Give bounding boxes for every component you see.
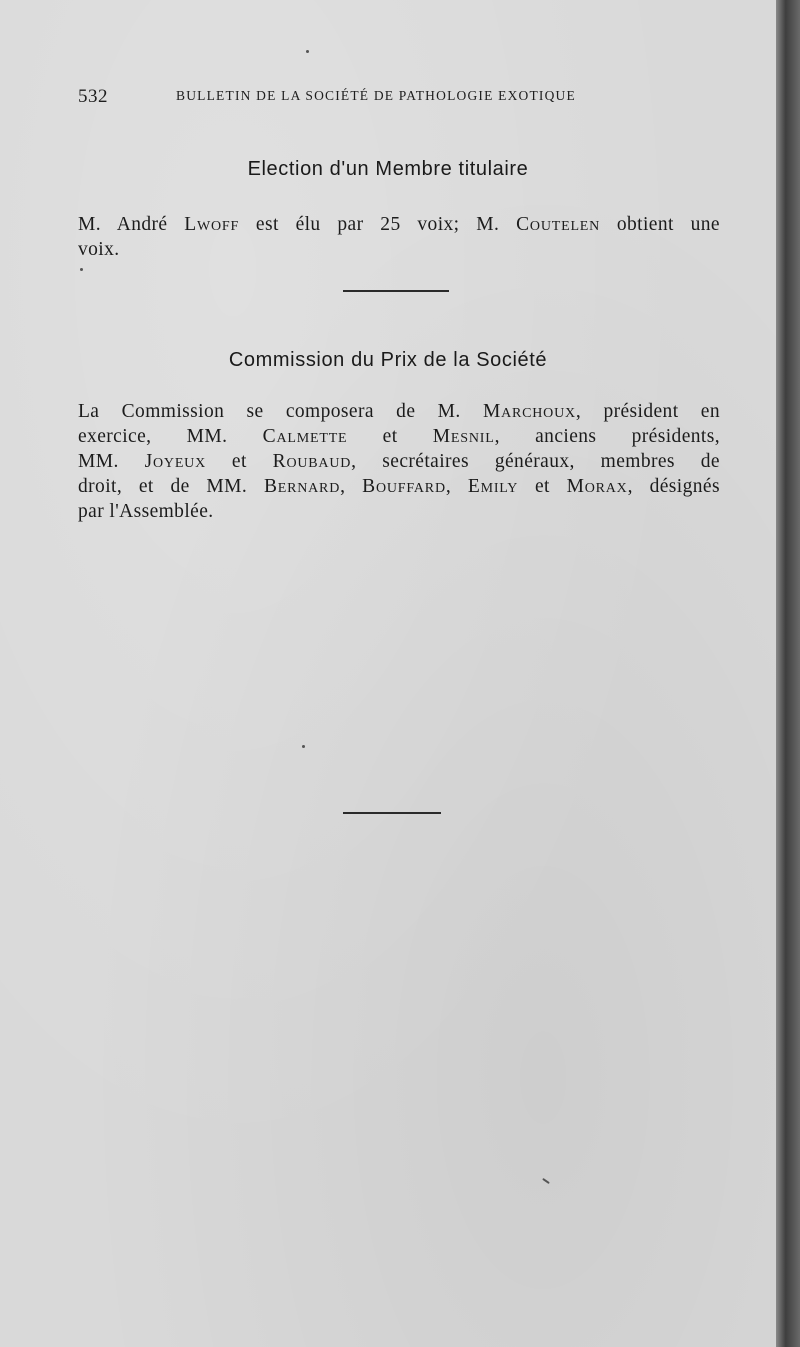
text-line bbox=[78, 237, 720, 262]
text-line bbox=[78, 212, 720, 237]
text-run: , président en bbox=[575, 401, 721, 422]
journal-title: BULLETIN DE LA SOCIÉTÉ DE PATHOLOGIE EXOTIQUE bbox=[176, 88, 576, 103]
person-name: Emily bbox=[467, 476, 519, 497]
paper-speck bbox=[80, 268, 83, 271]
person-name: Calmette bbox=[262, 426, 348, 447]
paragraph-commission bbox=[78, 399, 720, 524]
text-run: , secrétaires généraux, membres de bbox=[351, 451, 720, 472]
person-name: Roubaud bbox=[272, 451, 352, 472]
person-name: Bouffard bbox=[362, 476, 446, 497]
text-run: La Commission se composera de M. bbox=[78, 401, 483, 422]
text-run: M. André bbox=[78, 214, 185, 235]
section-divider bbox=[343, 812, 441, 814]
person-name: Marchoux bbox=[482, 401, 576, 422]
text-line bbox=[78, 499, 720, 524]
paper-speck bbox=[302, 745, 305, 748]
text-line bbox=[78, 474, 720, 499]
section-heading-commission: Commission du Prix de la Société bbox=[228, 349, 548, 371]
page-edge-shadow bbox=[776, 0, 800, 1347]
person-name: Coutelen bbox=[516, 214, 601, 235]
running-header bbox=[78, 86, 720, 110]
text-line bbox=[78, 449, 720, 474]
text-run: et bbox=[347, 426, 433, 447]
text-run: voix. bbox=[78, 239, 120, 260]
person-name: Joyeux bbox=[144, 451, 207, 472]
text-run: et bbox=[518, 476, 567, 497]
text-run: est élu par 25 voix; M. bbox=[239, 214, 517, 235]
person-name: Bernard bbox=[263, 476, 341, 497]
person-name: Lwoff bbox=[184, 214, 240, 235]
text-run: par l'Assemblée. bbox=[78, 501, 214, 522]
text-run: , anciens présidents, bbox=[494, 426, 720, 447]
text-run: , désignés bbox=[627, 476, 720, 497]
text-run: obtient une bbox=[600, 214, 720, 235]
paragraph-election bbox=[78, 212, 720, 262]
text-run: exercice, MM. bbox=[78, 426, 263, 447]
text-line bbox=[78, 399, 720, 424]
paper-speck bbox=[306, 50, 309, 53]
section-heading-election: Election d'un Membre titulaire bbox=[247, 158, 529, 180]
page-number: 532 bbox=[78, 86, 108, 107]
person-name: Mesnil bbox=[432, 426, 495, 447]
paper-speck bbox=[542, 1178, 550, 1184]
text-run: MM. bbox=[78, 451, 145, 472]
section-divider bbox=[343, 290, 449, 292]
person-name: Morax bbox=[566, 476, 628, 497]
text-run: et bbox=[206, 451, 273, 472]
text-run: , bbox=[340, 476, 363, 497]
text-run: droit, et de MM. bbox=[78, 476, 264, 497]
text-run: , bbox=[445, 476, 468, 497]
text-line bbox=[78, 424, 720, 449]
